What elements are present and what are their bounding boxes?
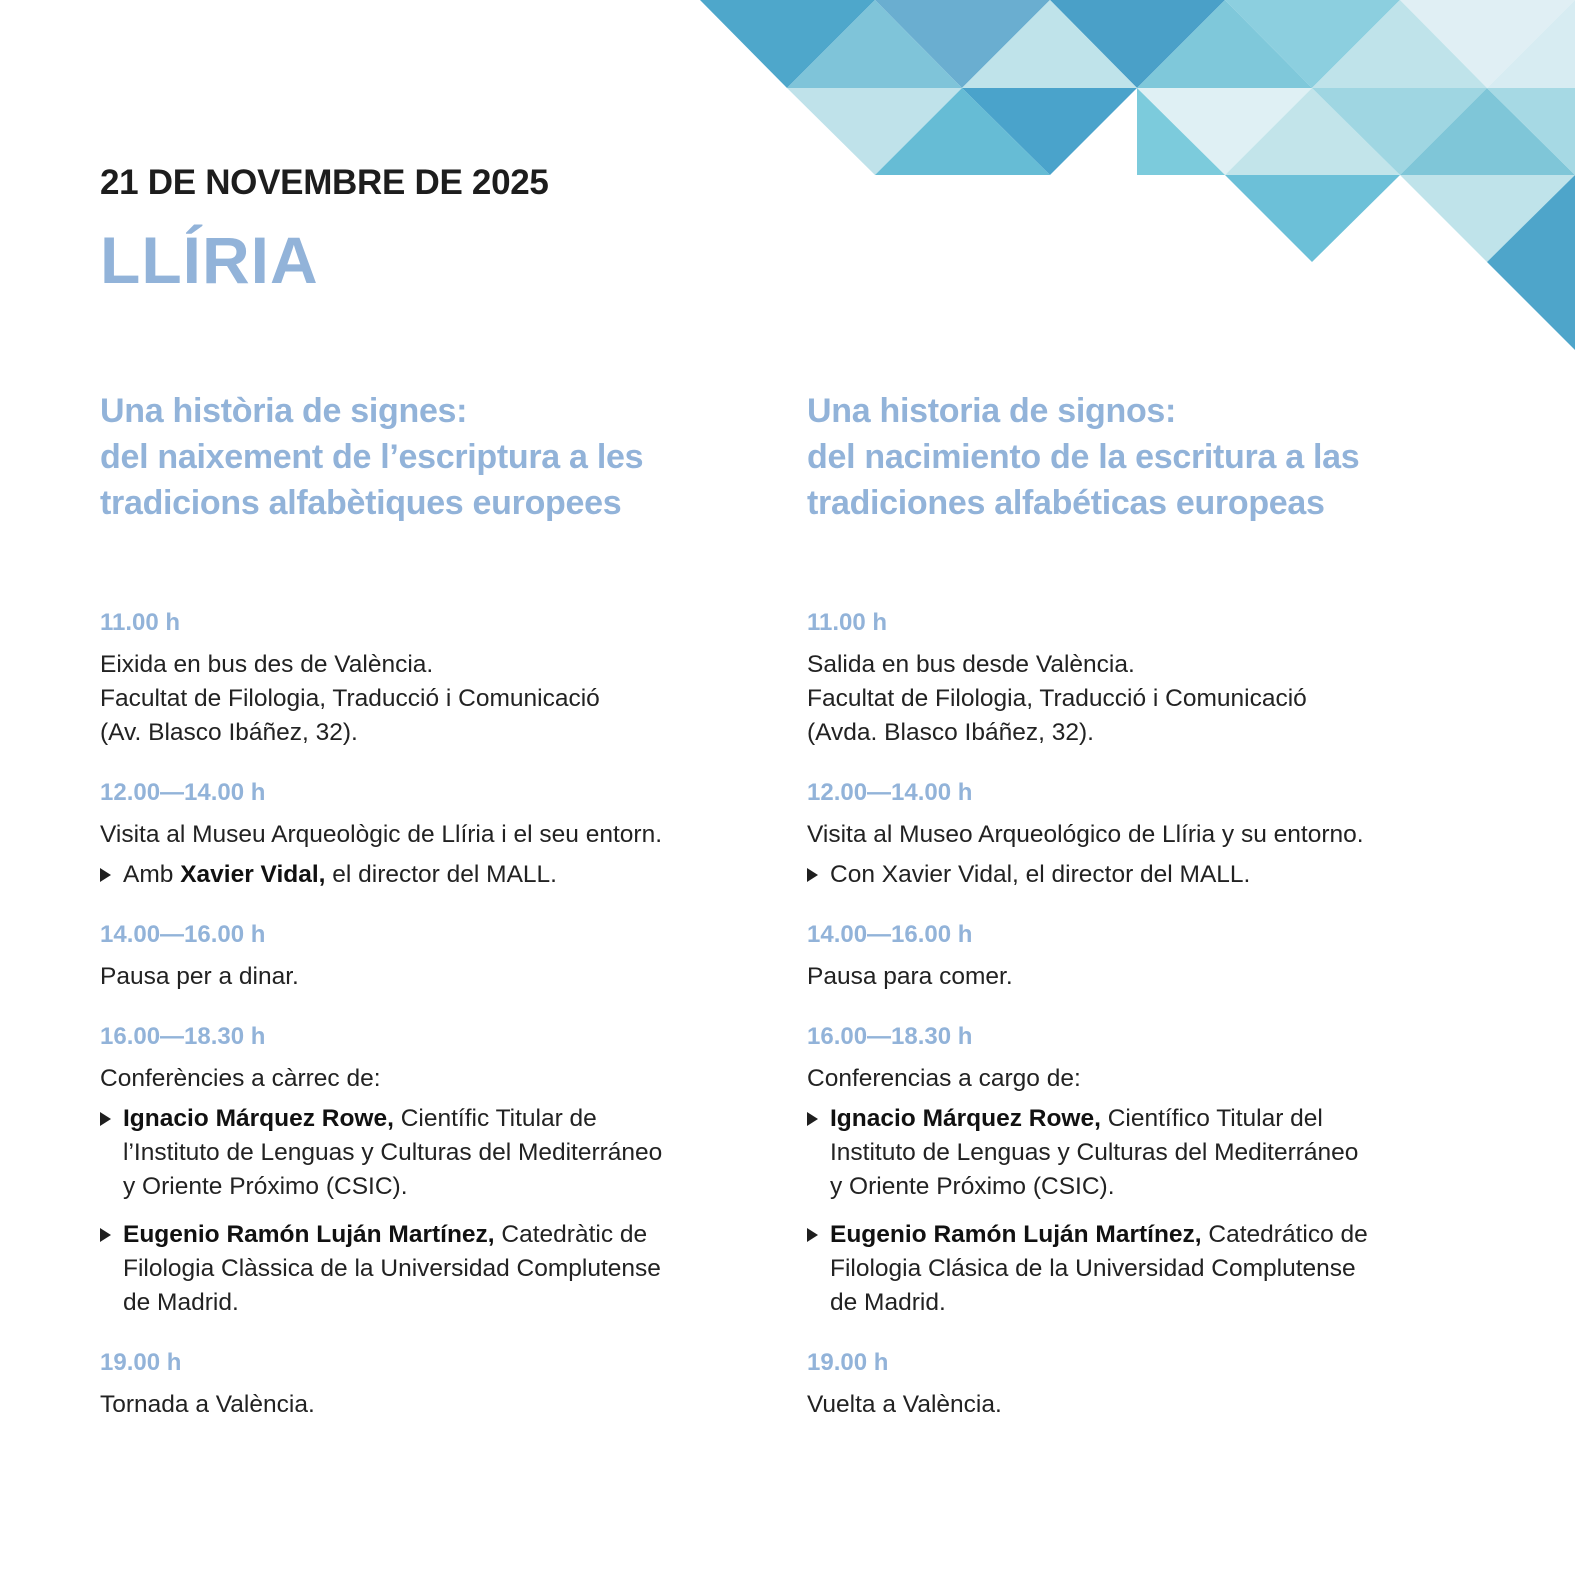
event-date: 21 DE NOVEMBRE DE 2025: [100, 163, 549, 202]
schedule-time: 16.00—18.30 h: [100, 1023, 266, 1050]
speaker-text: [830, 1102, 1358, 1204]
bullet-arrow-icon: [100, 868, 111, 882]
program-title-line: del naixement de l’escriptura a les: [100, 438, 644, 476]
schedule-description: [807, 960, 1497, 994]
speaker-bullet: [807, 1102, 1497, 1204]
guide-prefix: Con Xavier Vidal, el director del MALL.: [830, 861, 1251, 888]
schedule-description: [807, 818, 1497, 852]
guide-text: [123, 858, 557, 892]
schedule-description: [807, 648, 1497, 750]
guide-bullet: [100, 858, 790, 892]
schedule-time: 12.00—14.00 h: [100, 779, 266, 806]
guide-bullet: [807, 858, 1497, 892]
schedule-item: [807, 608, 1497, 750]
program-title-line: Una historia de signos:: [807, 392, 1177, 430]
schedule-time: 12.00—14.00 h: [807, 779, 973, 806]
speaker-affiliation-line: Filologia Clàssica de la Universidad Complutense: [123, 1255, 661, 1282]
speaker-first-line: [123, 1218, 661, 1252]
speaker-affiliation-line: de Madrid.: [123, 1289, 239, 1316]
speaker-title: Catedrático de: [1201, 1221, 1368, 1248]
speaker-affiliation-line: l’Instituto de Lenguas y Culturas del Mediterráneo: [123, 1139, 663, 1166]
bullet-arrow-icon: [807, 1228, 818, 1242]
description-line: Eixida en bus des de València.: [100, 651, 434, 678]
schedule-description: [100, 818, 790, 852]
schedule-time: 11.00 h: [807, 609, 888, 636]
description-line: Facultat de Filologia, Traducció i Comunicació: [807, 685, 1307, 712]
speaker-affiliation-line: de Madrid.: [830, 1289, 946, 1316]
schedule-time: 19.00 h: [100, 1349, 182, 1376]
speaker-bullet: [807, 1218, 1497, 1320]
description-line: Pausa para comer.: [807, 963, 1013, 990]
speaker-name: Eugenio Ramón Luján Martínez,: [123, 1221, 495, 1248]
program-title: [807, 388, 1497, 526]
program-title-line: Una història de signes:: [100, 392, 468, 430]
description-line: Visita al Museo Arqueológico de Llíria y su entorno.: [807, 821, 1364, 848]
speaker-title: Catedràtic de: [494, 1221, 648, 1248]
description-line: (Av. Blasco Ibáñez, 32).: [100, 719, 358, 746]
bullet-arrow-icon: [807, 1112, 818, 1126]
schedule-description: [100, 960, 790, 994]
speaker-first-line: [830, 1218, 1368, 1252]
description-line: Vuelta a València.: [807, 1391, 1002, 1418]
description-line: Facultat de Filologia, Traducció i Comunicació: [100, 685, 600, 712]
speaker-affiliation-line: Filologia Clásica de la Universidad Complutense: [830, 1255, 1356, 1282]
speaker-affiliation-line: y Oriente Próximo (CSIC).: [830, 1173, 1115, 1200]
speaker-bullet: [100, 1102, 790, 1204]
schedule-item: [807, 778, 1497, 892]
schedule-time: 14.00—16.00 h: [100, 921, 266, 948]
schedule-description: [807, 1388, 1497, 1422]
speaker-name: Eugenio Ramón Luján Martínez,: [830, 1221, 1202, 1248]
schedule-description: [100, 1062, 790, 1096]
schedule-item: [100, 920, 790, 994]
schedule-item: [807, 1022, 1497, 1320]
schedule-time: 14.00—16.00 h: [807, 921, 973, 948]
description-line: Visita al Museu Arqueològic de Llíria i el seu entorn.: [100, 821, 663, 848]
guide-prefix: Amb: [123, 861, 181, 888]
program-spanish: [807, 388, 1497, 1450]
schedule-item: [100, 1348, 790, 1422]
schedule-item: [100, 778, 790, 892]
description-line: Conferencias a cargo de:: [807, 1065, 1081, 1092]
bullet-arrow-icon: [100, 1228, 111, 1242]
speaker-text: [830, 1218, 1368, 1320]
speaker-title: Científico Titular del: [1100, 1105, 1323, 1132]
speaker-name: Ignacio Márquez Rowe,: [123, 1105, 394, 1132]
guide-role: el director del MALL.: [325, 861, 557, 888]
program-title-line: tradiciones alfabéticas europeas: [807, 484, 1325, 522]
schedule-description: [100, 1388, 790, 1422]
program-title-line: tradicions alfabètiques europees: [100, 484, 622, 522]
program-title: [100, 388, 790, 526]
speaker-name: Ignacio Márquez Rowe,: [830, 1105, 1101, 1132]
schedule-list: [807, 608, 1497, 1422]
schedule-description: [100, 648, 790, 750]
schedule-description: [807, 1062, 1497, 1096]
bullet-arrow-icon: [100, 1112, 111, 1126]
description-line: (Avda. Blasco Ibáñez, 32).: [807, 719, 1094, 746]
program-catalan: [100, 388, 790, 1450]
schedule-time: 11.00 h: [100, 609, 181, 636]
event-city: LLÍRIA: [100, 223, 319, 297]
speaker-first-line: [123, 1102, 662, 1136]
program-title-line: del nacimiento de la escritura a las: [807, 438, 1360, 476]
schedule-item: [807, 1348, 1497, 1422]
speaker-text: [123, 1218, 661, 1320]
description-line: Salida en bus desde València.: [807, 651, 1135, 678]
description-line: Tornada a València.: [100, 1391, 315, 1418]
description-line: Pausa per a dinar.: [100, 963, 299, 990]
guide-name: Xavier Vidal,: [180, 861, 326, 888]
speaker-text: [123, 1102, 662, 1204]
schedule-item: [100, 1022, 790, 1320]
bullet-arrow-icon: [807, 868, 818, 882]
schedule-time: 19.00 h: [807, 1349, 889, 1376]
speaker-affiliation-line: y Oriente Próximo (CSIC).: [123, 1173, 408, 1200]
schedule-item: [100, 608, 790, 750]
schedule-time: 16.00—18.30 h: [807, 1023, 973, 1050]
speaker-bullet: [100, 1218, 790, 1320]
guide-text: [830, 858, 1250, 892]
speaker-first-line: [830, 1102, 1358, 1136]
speaker-affiliation-line: Instituto de Lenguas y Culturas del Mediterráneo: [830, 1139, 1359, 1166]
schedule-item: [807, 920, 1497, 994]
schedule-list: [100, 608, 790, 1422]
speaker-title: Científic Titular de: [393, 1105, 597, 1132]
description-line: Conferències a càrrec de:: [100, 1065, 381, 1092]
